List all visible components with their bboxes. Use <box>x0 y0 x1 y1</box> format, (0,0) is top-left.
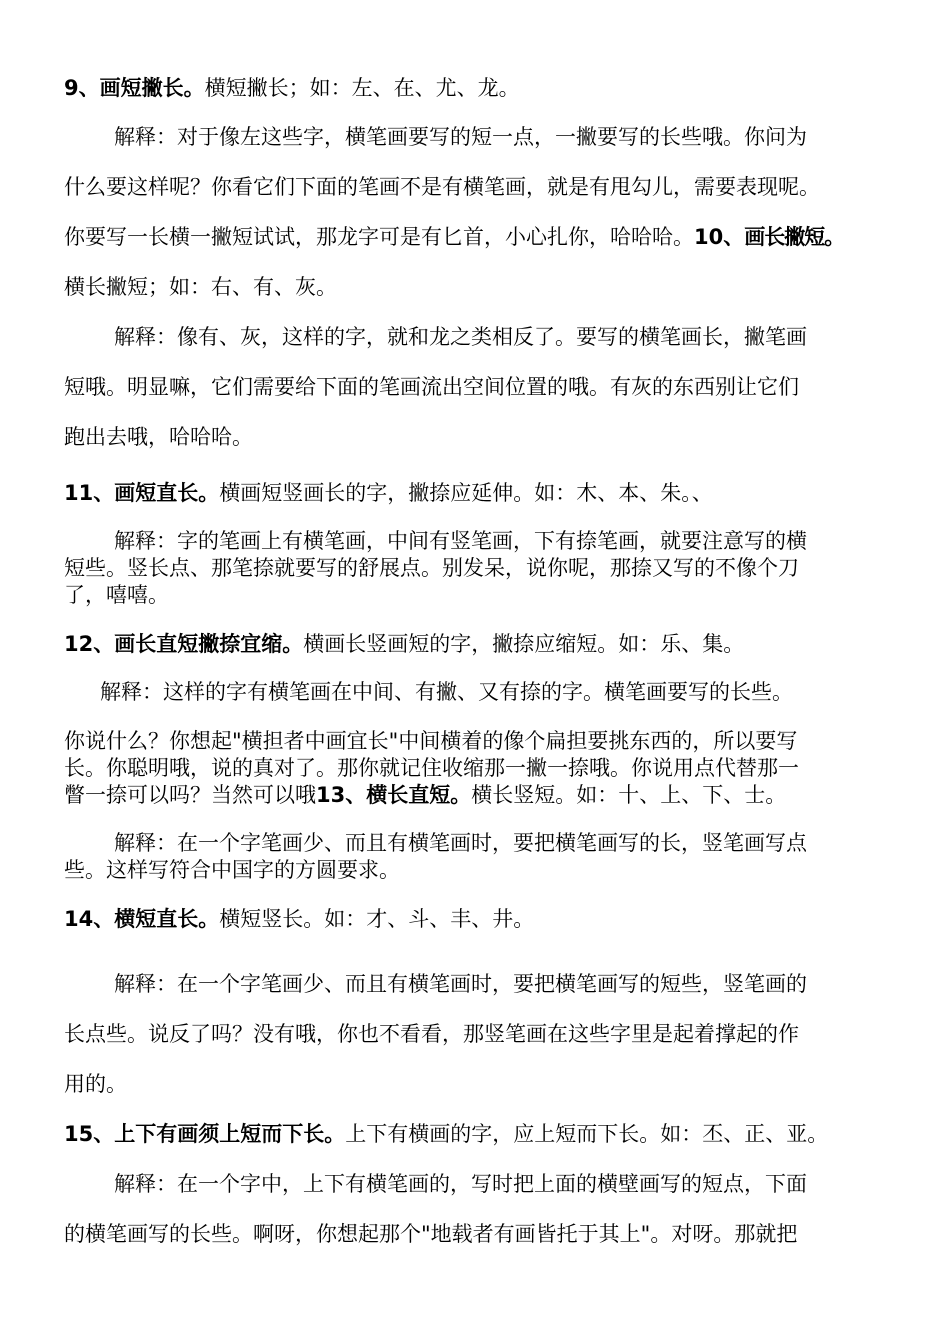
paragraph-line: 短哦。明显嘛，它们需要给下面的笔画流出空间位置的哦。有灰的东西别让它们 <box>64 375 799 399</box>
paragraph-line: 长点些。说反了吗？没有哦，你也不看看，那竖笔画在这些字里是起着撑起的作 <box>64 1022 799 1046</box>
rule-number: 9、 <box>64 76 100 100</box>
rule-9-heading <box>64 75 894 101</box>
paragraph-line: 你说什么？你想起"横担者中画宜长"中间横着的像个扁担要挑东西的，所以要写 <box>64 729 798 753</box>
rule-title: 横短直长。 <box>114 907 220 931</box>
rule-text: 横短撇长；如：左、在、尤、龙。 <box>204 76 520 100</box>
paragraph-line: 解释：在一个字笔画少、而且有横笔画时，要把横笔画写的短些，竖笔画的 <box>114 972 807 996</box>
rule-text: 横短竖长。如：才、斗、丰、井。 <box>219 907 535 931</box>
paragraph-line: 解释：在一个字笔画少、而且有横笔画时，要把横笔画写的长，竖笔画写点 <box>114 831 807 855</box>
rule-10-heading <box>64 274 894 300</box>
paragraph-line: 跑出去哦，哈哈哈。 <box>64 425 253 449</box>
rule-15-heading <box>64 1121 894 1147</box>
paragraph-line: 解释：在一个字中，上下有横笔画的，写时把上面的横壁画写的短点，下面 <box>114 1172 807 1196</box>
rule-13-heading <box>64 782 894 808</box>
rule-number: 12、 <box>64 632 115 656</box>
rule-number: 15、 <box>64 1122 115 1146</box>
paragraph-line: 解释：对于像左这些字，横笔画要写的短一点，一撇要写的长些哦。你问为 <box>114 125 807 149</box>
paragraph-line: 用的。 <box>64 1072 127 1096</box>
rule-text: 横长撇短；如：右、有、灰。 <box>64 275 337 299</box>
paragraph-text: 瞥一捺可以吗？当然可以哦 <box>64 783 316 807</box>
rule-number: 13、 <box>316 783 367 807</box>
rule-text: 横画长竖画短的字，撇捺应缩短。如：乐、集。 <box>303 632 745 656</box>
rule-text: 横画短竖画长的字，撇捺应延伸。如：木、本、朱。、 <box>219 481 713 505</box>
rule-title: 画长直短撇捺宜缩。 <box>114 632 304 656</box>
rule-11-heading <box>64 480 894 506</box>
rule-number: 10、 <box>694 225 745 249</box>
paragraph-line: 解释：字的笔画上有横笔画，中间有竖笔画，下有捺笔画，就要注意写的横 <box>114 529 807 553</box>
paragraph-line: 短些。竖长点、那笔捺就要写的舒展点。别发呆，说你呢，那捺又写的不像个刀 <box>64 556 799 580</box>
paragraph-text: 你要写一长横一撇短试试，那龙字可是有匕首，小心扎你，哈哈哈。 <box>64 225 694 249</box>
paragraph-line: 解释：这样的字有横笔画在中间、有撇、又有捺的字。横笔画要写的长些。 <box>100 680 793 704</box>
paragraph-line: 些。这样写符合中国字的方圆要求。 <box>64 858 400 882</box>
paragraph-line: 了，嘻嘻。 <box>64 583 169 607</box>
rule-title: 横长直短。 <box>366 783 472 807</box>
rule-title: 画长撇短。 <box>744 225 845 249</box>
paragraph-line: 长。你聪明哦，说的真对了。那你就记住收缩那一撇一捺哦。你说用点代替那一 <box>64 756 799 780</box>
rule-number: 11、 <box>64 481 115 505</box>
rule-text: 横长竖短。如：十、上、下、士。 <box>471 783 787 807</box>
paragraph-line: 的横笔画写的长些。啊呀，你想起那个"地载者有画皆托于其上"。对呀。那就把 <box>64 1222 798 1246</box>
rule-14-heading <box>64 906 894 932</box>
rule-title: 上下有画须上短而下长。 <box>114 1122 346 1146</box>
rule-number: 14、 <box>64 907 115 931</box>
paragraph-line: 什么要这样呢？你看它们下面的笔画不是有横笔画，就是有甩勾儿，需要表现呢。 <box>64 175 820 199</box>
rule-title: 画短撇长。 <box>99 76 205 100</box>
rule-text: 上下有横画的字，应上短而下长。如：丕、正、亚。 <box>345 1122 829 1146</box>
rule-12-heading <box>64 631 894 657</box>
paragraph-line: 解释：像有、灰，这样的字，就和龙之类相反了。要写的横笔画长，撇笔画 <box>114 325 807 349</box>
rule-title: 画短直长。 <box>114 481 220 505</box>
paragraph-line <box>64 224 894 250</box>
